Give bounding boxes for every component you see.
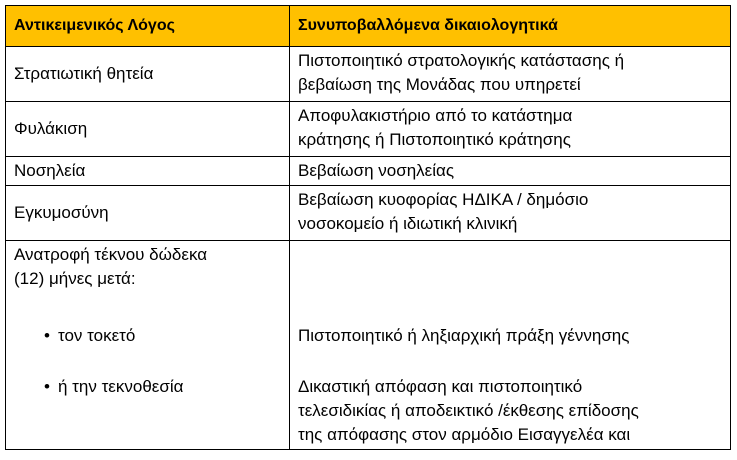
documents-cell — [290, 157, 731, 186]
docs-text: Δικαστική απόφαση και πιστοποιητικό — [298, 377, 583, 396]
reason-military: Στρατιωτική θητεία — [14, 64, 154, 83]
documents-table — [5, 5, 731, 450]
docs-text: Πιστοποιητικό στρατολογικής κατάστασης ή — [298, 51, 625, 70]
reason-hospitalization: Νοσηλεία — [14, 161, 86, 180]
bullet-adoption: ή την τεκνοθεσία — [58, 377, 184, 396]
documents-cell — [290, 102, 731, 157]
documents-cell — [290, 47, 731, 102]
docs-text: της απόφασης στον αρμόδιο Εισαγγελέα και — [298, 425, 631, 444]
reason-imprisonment: Φυλάκιση — [14, 119, 88, 138]
reason-cell — [6, 186, 290, 241]
docs-text: νοσοκομείο ή ιδιωτική κλινική — [298, 214, 518, 233]
reason-cell — [6, 47, 290, 102]
header-documents: Συνυποβαλλόμενα δικαιολογητικά — [290, 6, 731, 47]
table-row — [6, 186, 731, 241]
documents-cell — [290, 186, 731, 241]
reason-childcare: Ανατροφή τέκνου δώδεκα — [14, 245, 208, 264]
docs-text: Αποφυλακιστήριο από το κατάστημα — [298, 106, 573, 125]
list-item — [14, 375, 281, 399]
docs-text: Βεβαίωση νοσηλείας — [298, 161, 455, 180]
bullet-childbirth: τον τοκετό — [58, 326, 136, 345]
docs-text: βεβαίωση της Μονάδας που υπηρετεί — [298, 75, 581, 94]
bullet-icon: • — [44, 377, 50, 396]
reason-cell — [6, 157, 290, 186]
docs-text: τελεσιδικίας ή αποδεικτικό /έκθεσης επίδοσης — [298, 401, 639, 420]
table-row — [6, 47, 731, 102]
table-row — [6, 241, 731, 450]
bullet-icon: • — [44, 326, 50, 345]
list-item — [14, 324, 281, 348]
header-reason: Αντικειμενικός Λόγος — [6, 6, 290, 47]
reason-cell — [6, 241, 290, 450]
reason-cell — [6, 102, 290, 157]
docs-text: Βεβαίωση κυοφορίας ΗΔΙΚΑ / δημόσιο — [298, 190, 589, 209]
table-header-row — [6, 6, 731, 47]
table-row — [6, 157, 731, 186]
docs-text: κράτησης ή Πιστοποιητικό κράτησης — [298, 130, 571, 149]
reason-pregnancy: Εγκυμοσύνη — [14, 203, 109, 222]
docs-text: Πιστοποιητικό ή ληξιαρχική πράξη γέννησης — [298, 326, 630, 345]
table-row — [6, 102, 731, 157]
documents-cell — [290, 241, 731, 450]
reason-childcare: (12) μήνες μετά: — [14, 269, 136, 288]
